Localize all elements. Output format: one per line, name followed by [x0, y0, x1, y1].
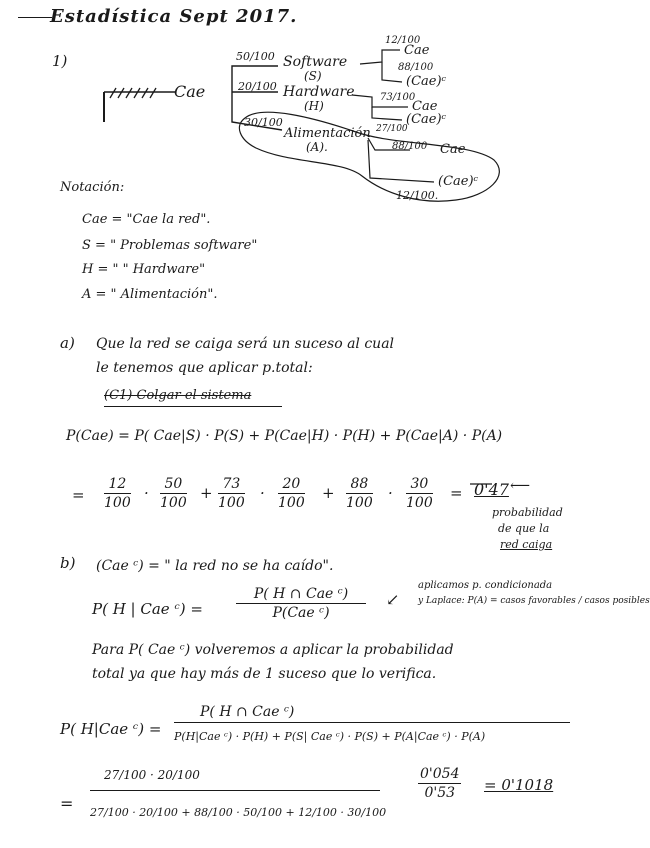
notation-line-a: A = " Alimentación". [82, 287, 218, 302]
prob-s-caec: 88/100 [398, 62, 434, 73]
part-b-frac-1: P( H ∩ Cae ᶜ) P(Cae ᶜ) [236, 586, 366, 621]
label-a-caec: (Cae)ᶜ [438, 174, 479, 189]
part-a-formula: P(Cae) = P( Cae|S) · P(S) + P(Cae|H) · P(H) + P(Cae|A) · P(A) [66, 428, 503, 444]
notation-line-s: S = " Problemas software" [82, 238, 258, 253]
notation-heading: Notación: [60, 180, 125, 195]
part-a-result-arrow: ⟵ [510, 478, 531, 494]
part-a-op-3: · [260, 484, 265, 502]
part-b-note-2: y Laplace: P(A) = casos favorables / casos posibles [418, 596, 650, 606]
notation-line-cae: Cae = "Cae la red". [82, 212, 211, 227]
part-a-frac-2: 50 100 [160, 476, 187, 511]
part-b-result: = 0'1018 [484, 776, 554, 794]
part-a-result: 0'47 [474, 480, 509, 499]
part-a-op-6: = [450, 484, 463, 502]
label-a-cae: Cae [440, 142, 466, 157]
abbr-software: (S) [304, 69, 322, 83]
part-a-op-5: · [388, 484, 393, 502]
part-b-frac-2-den: P(H|Cae ᶜ) · P(H) + P(S| Cae ᶜ) · P(S) + P(A|Cae ᶜ) · P(A) [174, 730, 486, 743]
part-b-lhs-1: P( H | Cae ᶜ) = [92, 600, 203, 618]
part-b-label: b) [60, 554, 76, 572]
part-b-frac-3-bar [90, 790, 380, 791]
part-b-frac-4: 0'054 0'53 [420, 766, 460, 801]
part-b-definition: (Cae ᶜ) = " la red no se ha caído". [96, 558, 334, 574]
branch-h-caec [372, 107, 402, 120]
tree-root-label: Cae [174, 82, 206, 101]
abbr-alimentacion: (A). [306, 140, 328, 154]
part-a-text-1: Que la red se caiga será un suceso al cual [96, 336, 395, 352]
part-a-frac-6: 30 100 [406, 476, 433, 511]
prob-alimentacion: 30/100 [244, 116, 283, 129]
part-a-op-1: · [144, 484, 149, 502]
tree-hatch [110, 88, 156, 98]
label-s-cae: Cae [404, 43, 430, 58]
part-b-frac-3-num: 27/100 · 20/100 [104, 768, 200, 782]
label-software: Software [283, 54, 348, 70]
part-a-frac-3: 73 100 [218, 476, 245, 511]
label-h-caec: (Cae)ᶜ [406, 112, 447, 127]
prob-hardware: 20/100 [238, 80, 277, 93]
part-a-frac-1: 12 100 [104, 476, 131, 511]
notation-line-h: H = " " Hardware" [82, 262, 206, 277]
part-a-frac-5: 88 100 [346, 476, 373, 511]
part-a-crossed-underline [104, 406, 282, 407]
part-a-frac-4: 20 100 [278, 476, 305, 511]
part-a-note-1: probabilidad [492, 506, 563, 519]
label-alimentacion: Alimentación [284, 126, 371, 141]
part-a-op-2: + [200, 484, 213, 502]
page-title: Estadística Sept 2017. [50, 6, 298, 27]
label-h-cae: Cae [412, 99, 438, 114]
part-b-para-1: Para P( Cae ᶜ) volveremos a aplicar la probabilidad [92, 642, 454, 658]
part-b-frac-3-den: 27/100 · 20/100 + 88/100 · 50/100 + 12/100 · 30/100 [90, 806, 387, 819]
prob-software: 50/100 [236, 50, 275, 63]
part-a-equals: = [72, 486, 85, 504]
part-a-crossed-out: (C1) Colgar el sistema [104, 388, 252, 403]
part-a-text-2: le tenemos que aplicar p.total: [96, 360, 313, 376]
part-b-frac-2-num: P( H ∩ Cae ᶜ) [200, 704, 295, 720]
prob-h-cae: 73/100 [380, 92, 416, 103]
problem-number: 1) [52, 52, 68, 70]
prob-a-cae: 88/100 [392, 141, 428, 152]
prob-h-caec: 27/100 [376, 124, 408, 134]
label-s-caec: (Cae)ᶜ [406, 74, 447, 89]
part-b-note-1: aplicamos p. condicionada [418, 580, 553, 591]
part-b-eq: = [60, 794, 74, 813]
part-b-para-2: total ya que hay más de 1 suceso que lo verifica. [92, 666, 437, 682]
label-hardware: Hardware [283, 84, 355, 100]
part-a-note-3: red caiga [500, 538, 553, 551]
part-a-note-2: de que la [498, 522, 550, 535]
prob-s-cae: 12/100 [385, 35, 421, 46]
branch-s-cae [360, 50, 400, 64]
part-b-frac-2-bar [174, 722, 570, 723]
part-b-note-arrow: ↙ [386, 590, 400, 609]
part-b-lhs-2: P( H|Cae ᶜ) = [60, 720, 162, 738]
abbr-hardware: (H) [304, 99, 324, 113]
part-a-op-4: + [322, 484, 335, 502]
part-a-label: a) [60, 334, 75, 352]
prob-a-caec: 12/100. [396, 189, 439, 202]
